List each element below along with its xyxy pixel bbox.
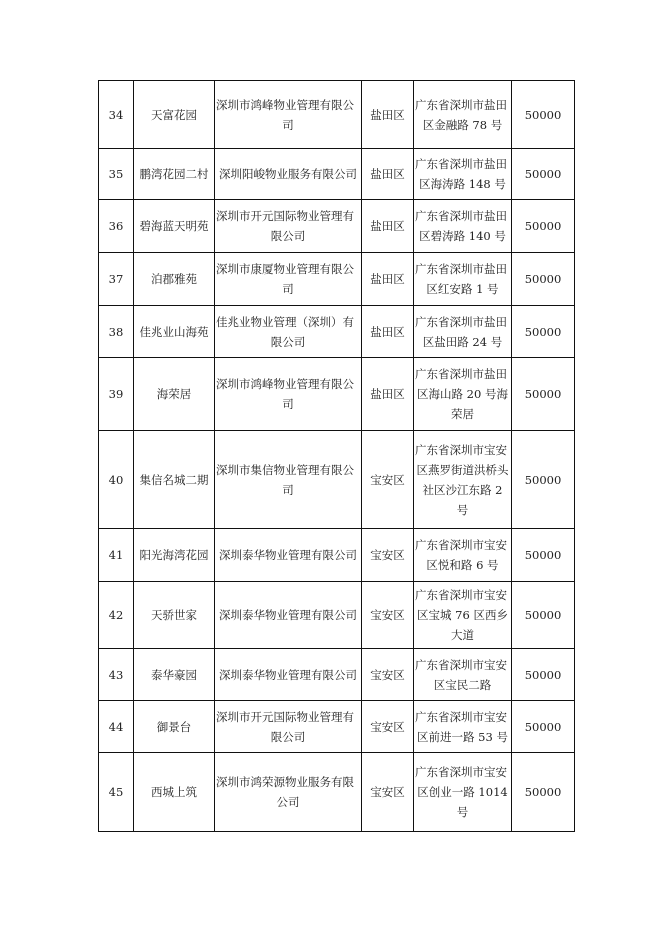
address-cell-line: 广东省深圳市宝安 [415,588,507,602]
management-company-cell-line: 深圳市鸿峰物业管理有限公 [216,377,354,391]
community-name-cell: 碧海蓝天明苑 [134,200,215,253]
management-company-cell-line: 深圳泰华物业管理有限公司 [219,548,357,562]
management-company-cell [215,253,362,306]
management-company-cell [215,529,362,582]
district-cell: 宝安区 [362,582,414,649]
row-number-cell: 44 [99,701,134,753]
address-cell-line: 社区沙江东路 2 号 [422,482,503,517]
row-number-cell: 37 [99,253,134,306]
address-cell-line: 广东省深圳市宝安 [415,657,507,672]
management-company-cell-line: 限公司 [270,229,306,243]
management-company-cell-line: 限公司 [270,334,306,349]
row-number-cell: 34 [99,81,134,149]
table-row [99,649,575,701]
amount-cell: 50000 [512,582,575,649]
address-cell-line: 广东省深圳市盐田 [415,314,507,329]
address-cell-line: 广东省深圳市宝安 [415,709,507,724]
district-cell: 盐田区 [362,200,414,253]
management-company-cell-line: 公司 [276,795,300,809]
address-cell-line: 荣居 [451,407,474,421]
district-cell: 宝安区 [362,649,414,701]
management-company-cell [215,149,362,200]
property-subsidy-table [98,80,575,832]
management-company-cell-line: 司 [282,482,294,497]
management-company-cell [215,81,362,149]
management-company-cell-line: 限公司 [270,729,306,744]
management-company-cell [215,200,362,253]
management-company-cell [215,701,362,753]
community-name-cell: 天富花园 [134,81,215,149]
amount-cell: 50000 [512,649,575,701]
management-company-cell [215,649,362,701]
table-row [99,253,575,306]
table-row [99,149,575,200]
address-cell-line: 区燕罗街道洪桥头 [416,462,509,477]
amount-cell: 50000 [512,701,575,753]
community-name-cell: 海荣居 [134,358,215,431]
address-cell-line: 号 [456,805,469,819]
management-company-cell-line: 佳兆业物业管理（深圳）有 [216,314,354,329]
community-name-cell: 西城上筑 [134,753,215,832]
amount-cell: 50000 [512,358,575,431]
management-company-cell [215,753,362,832]
address-cell-line: 广东省深圳市盐田 [415,97,507,112]
management-company-cell-line: 深圳市开元国际物业管理有 [216,209,354,223]
management-company-cell-line: 司 [282,117,294,132]
amount-cell: 50000 [512,81,575,149]
management-company-cell-line: 深圳阳峻物业服务有限公司 [219,167,357,181]
management-company-cell [215,358,362,431]
address-cell-line: 广东省深圳市盐田 [415,209,507,223]
table-row [99,81,575,149]
address-cell-line: 区悦和路 6 号 [426,558,499,572]
district-cell: 盐田区 [362,306,414,358]
management-company-cell [215,306,362,358]
district-cell: 宝安区 [362,431,414,529]
address-cell-line: 区红安路 1 号 [426,282,499,296]
address-cell-line: 广东省深圳市宝安 [415,442,507,457]
table-row [99,200,575,253]
management-company-cell-line: 深圳市集信物业管理有限公 [216,462,354,477]
address-cell [414,253,512,306]
management-company-cell-line: 深圳市开元国际物业管理有 [216,709,354,724]
community-name-cell: 天骄世家 [134,582,215,649]
management-company-cell-line: 深圳市鸿峰物业管理有限公 [216,97,354,112]
address-cell [414,753,512,832]
address-cell [414,149,512,200]
address-cell-line: 广东省深圳市盐田 [415,367,507,381]
amount-cell: 50000 [512,753,575,832]
row-number-cell: 45 [99,753,134,832]
address-cell-line: 区金融路 78 号 [422,117,503,132]
address-cell [414,582,512,649]
row-number-cell: 36 [99,200,134,253]
district-cell: 宝安区 [362,529,414,582]
district-cell: 盐田区 [362,358,414,431]
address-cell-line: 区宝城 76 区西乡 [417,608,508,622]
district-cell: 宝安区 [362,701,414,753]
address-cell-line: 区前进一路 53 号 [417,729,508,744]
row-number-cell: 39 [99,358,134,431]
table-row [99,529,575,582]
management-company-cell-line: 深圳市康厦物业管理有限公 [216,262,354,276]
row-number-cell: 41 [99,529,134,582]
management-company-cell-line: 深圳泰华物业管理有限公司 [219,608,357,622]
address-cell [414,649,512,701]
amount-cell: 50000 [512,149,575,200]
district-cell: 盐田区 [362,81,414,149]
address-cell-line: 广东省深圳市盐田 [415,262,507,276]
community-name-cell: 鹏湾花园二村 [134,149,215,200]
address-cell-line: 广东省深圳市宝安 [415,538,507,552]
amount-cell: 50000 [512,253,575,306]
row-number-cell: 38 [99,306,134,358]
management-company-cell [215,582,362,649]
management-company-cell [215,431,362,529]
district-cell: 盐田区 [362,149,414,200]
address-cell [414,529,512,582]
management-company-cell-line: 司 [282,397,294,411]
row-number-cell: 43 [99,649,134,701]
address-cell [414,358,512,431]
district-cell: 盐田区 [362,253,414,306]
address-cell [414,306,512,358]
table-row [99,306,575,358]
table-row [99,431,575,529]
community-name-cell: 佳兆业山海苑 [134,306,215,358]
management-company-cell-line: 深圳泰华物业管理有限公司 [219,667,357,682]
table-body [99,81,575,832]
table-row [99,358,575,431]
community-name-cell: 御景台 [134,701,215,753]
table-row [99,582,575,649]
management-company-cell-line: 司 [282,282,294,296]
amount-cell: 50000 [512,431,575,529]
row-number-cell: 42 [99,582,134,649]
address-cell [414,701,512,753]
amount-cell: 50000 [512,200,575,253]
address-cell [414,431,512,529]
community-name-cell: 泰华豪园 [134,649,215,701]
amount-cell: 50000 [512,306,575,358]
community-name-cell: 泊郡雅苑 [134,253,215,306]
address-cell-line: 区碧涛路 140 号 [419,229,506,243]
address-cell-line: 区海涛路 148 号 [419,177,506,191]
address-cell-line: 区海山路 20 号海 [417,387,508,401]
community-name-cell: 阳光海湾花园 [134,529,215,582]
address-cell [414,200,512,253]
row-number-cell: 40 [99,431,134,529]
address-cell-line: 区创业一路 1014 [417,785,508,799]
row-number-cell: 35 [99,149,134,200]
address-cell-line: 区盐田路 24 号 [422,334,503,349]
address-cell [414,81,512,149]
address-cell-line: 广东省深圳市宝安 [415,765,507,779]
community-name-cell: 集信名城二期 [134,431,215,529]
address-cell-line: 广东省深圳市盐田 [415,157,507,171]
address-cell-line: 大道 [451,628,474,642]
management-company-cell-line: 深圳市鸿荣源物业服务有限 [216,775,354,789]
address-cell-line: 区宝民二路 [433,677,492,692]
table-row [99,753,575,832]
amount-cell: 50000 [512,529,575,582]
table-row [99,701,575,753]
district-cell: 宝安区 [362,753,414,832]
